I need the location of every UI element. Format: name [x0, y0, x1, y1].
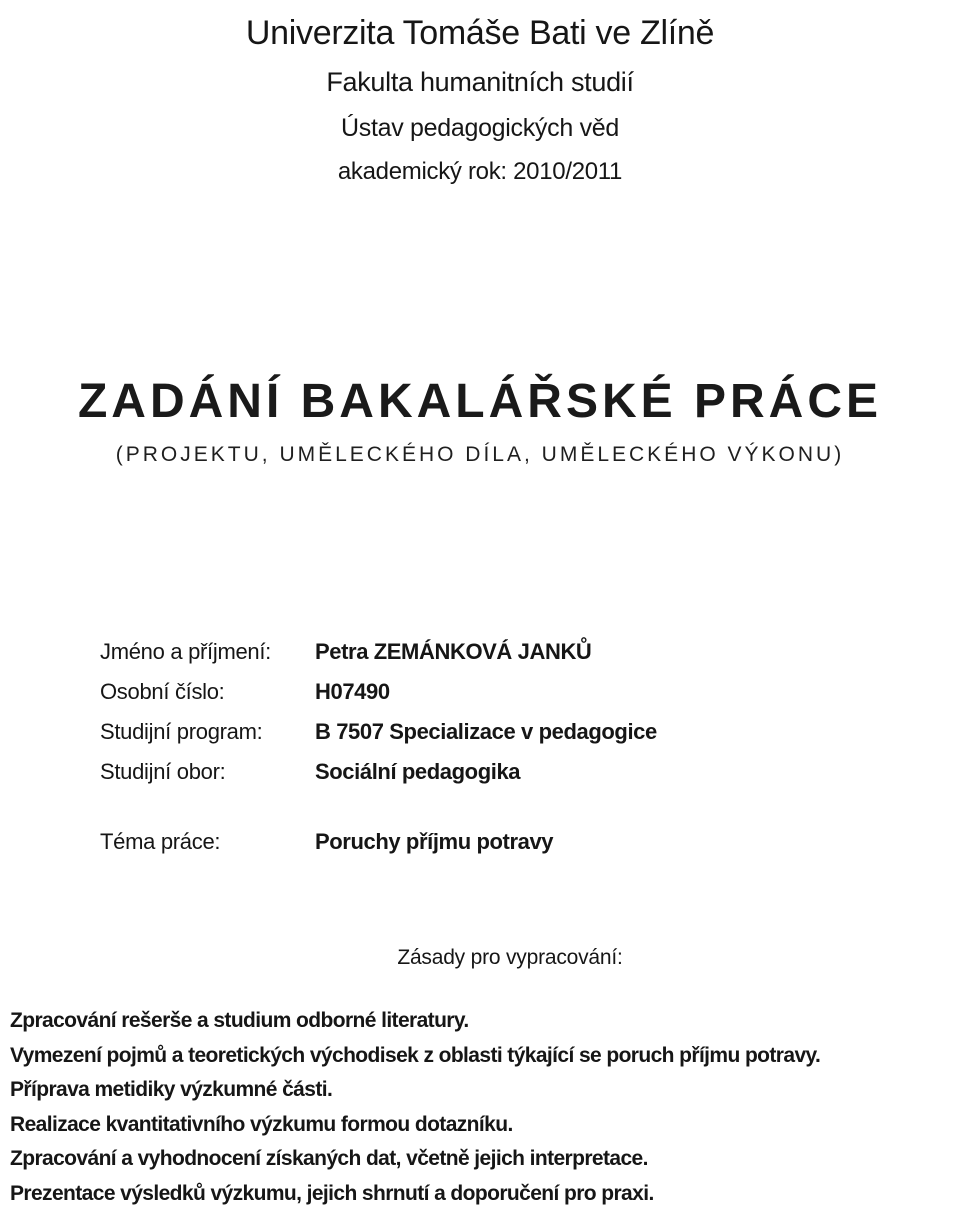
principle-item: Zpracování a vyhodnocení získaných dat, včetně jejich interpretace. [10, 1147, 648, 1170]
student-info [100, 632, 657, 792]
study-program-row [100, 712, 657, 752]
name-row [100, 632, 657, 672]
study-program-label: Studijní program: [100, 719, 263, 744]
thesis-topic-value: Poruchy příjmu potravy [315, 829, 554, 854]
study-field-value: Sociální pedagogika [315, 759, 521, 784]
principles-list [10, 1004, 820, 1211]
thesis-topic-row [100, 822, 553, 862]
institute-name: Ústav pedagogických věd [341, 114, 619, 142]
personal-number-label: Osobní číslo: [100, 679, 225, 704]
personal-number-row [100, 672, 657, 712]
principles-heading: Zásady pro vypracování: [397, 946, 623, 969]
principle-item: Zpracování rešerše a studium odborné literatury. [10, 1009, 469, 1032]
university-name: Univerzita Tomáše Bati ve Zlíně [245, 14, 715, 52]
study-program-value: B 7507 Specializace v pedagogice [315, 719, 657, 744]
name-label: Jméno a příjmení: [100, 639, 271, 664]
document-subtitle: (PROJEKTU, UMĚLECKÉHO DÍLA, UMĚLECKÉHO VÝKONU) [115, 443, 845, 466]
study-field-row [100, 752, 657, 792]
thesis-topic-label: Téma práce: [100, 829, 221, 854]
faculty-name: Fakulta humanitních studií [326, 67, 634, 97]
document-title: ZADÁNÍ BAKALÁŘSKÉ PRÁCE [77, 375, 882, 428]
academic-year: akademický rok: 2010/2011 [337, 158, 623, 185]
name-value: Petra ZEMÁNKOVÁ JANKŮ [315, 639, 592, 664]
principle-item: Vymezení pojmů a teoretických východisek z oblasti týkající se poruch příjmu potravy. [10, 1043, 821, 1067]
document-header [0, 10, 960, 192]
title-block [0, 372, 960, 470]
principle-item: Příprava metidiky výzkumné části. [10, 1078, 333, 1101]
principle-item: Realizace kvantitativního výzkumu formou dotazníku. [10, 1112, 513, 1136]
principle-item: Prezentace výsledků výzkumu, jejich shrnutí a doporučení pro praxi. [10, 1181, 654, 1205]
study-field-label: Studijní obor: [100, 759, 226, 784]
personal-number-value: H07490 [315, 679, 390, 704]
